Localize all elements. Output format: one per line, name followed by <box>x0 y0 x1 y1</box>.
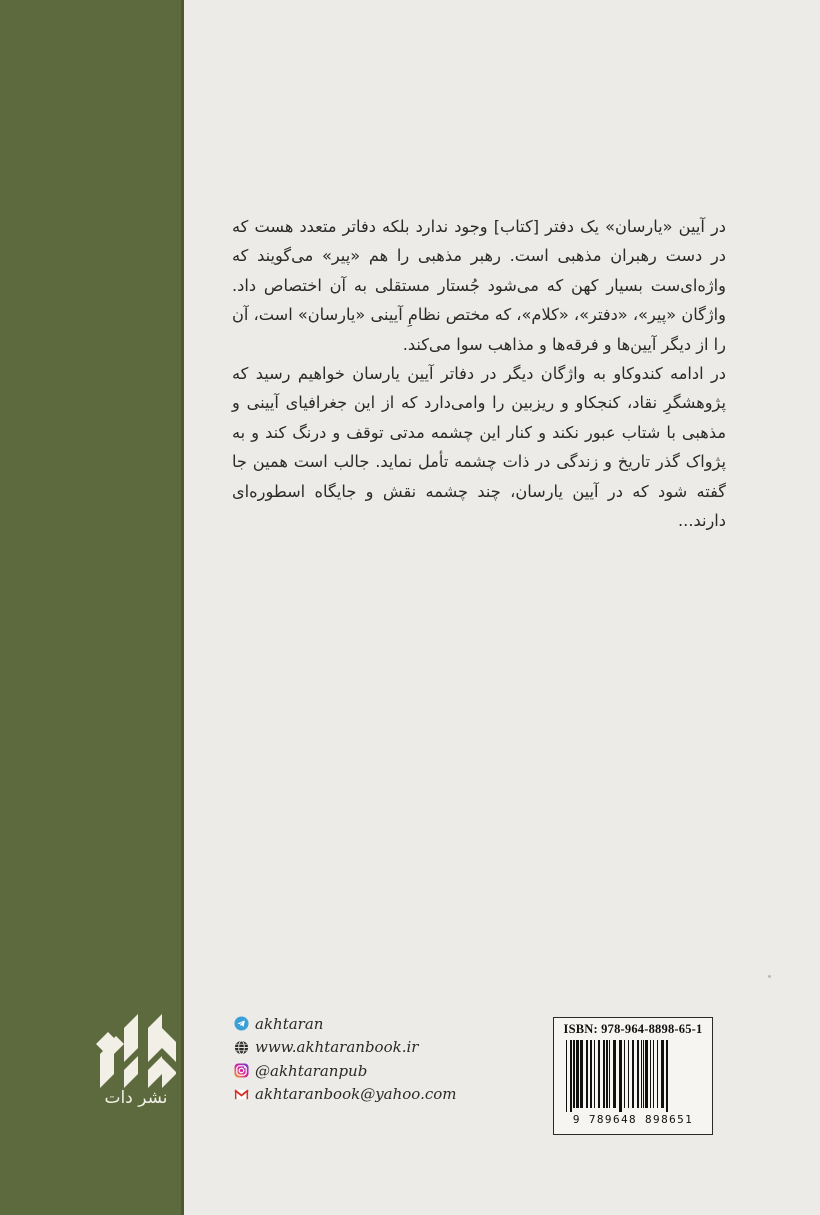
barcode-bar <box>598 1040 600 1108</box>
telegram-icon <box>234 1016 249 1031</box>
contact-email[interactable] <box>234 1083 457 1107</box>
barcode-bar <box>657 1040 658 1108</box>
instagram-handle: @akhtaranpub <box>255 1061 368 1080</box>
contact-website[interactable] <box>234 1036 457 1060</box>
website-url: www.akhtaranbook.ir <box>255 1038 419 1057</box>
barcode-bar <box>576 1040 579 1108</box>
barcode-bar <box>570 1040 572 1112</box>
barcode-bar <box>594 1040 595 1108</box>
barcode-bar <box>613 1040 616 1108</box>
contact-instagram[interactable] <box>234 1059 457 1083</box>
email-address: akhtaranbook@yahoo.com <box>255 1085 457 1104</box>
barcode-bar <box>653 1040 654 1108</box>
barcode-bar <box>606 1040 608 1108</box>
barcode-bar <box>609 1040 610 1108</box>
barcode-bar <box>566 1040 567 1112</box>
barcode-digits: 9 789648 898651 <box>572 1113 694 1126</box>
isbn-label: ISBN: 978-964-8898-65-1 <box>563 1022 703 1036</box>
barcode-bar <box>624 1040 625 1108</box>
barcode-bar <box>645 1040 648 1108</box>
barcode-bar <box>628 1040 629 1108</box>
globe-icon <box>234 1040 249 1055</box>
barcode-bar <box>573 1040 575 1108</box>
contact-telegram[interactable] <box>234 1012 457 1036</box>
publisher-name: نشر دات <box>104 1088 168 1108</box>
telegram-handle: akhtaran <box>255 1014 324 1033</box>
blurb-paragraph-1: در آیین «یارسان» یک دفتر [کتاب] وجود ندارد بلکه دفاتر متعدد هست که در دست رهبران مذهبی است. رهبر مذهبی را هم «پیر» می‌گویند که واژه‌ای‌ست بسیار کهن که می‌شود جُستار مستقلی به آن اختصاص داد. واژگان «پیر»، «دفتر»، «کلام»، که مختص نظامِ آیینی «یارسان» است، آن را از دیگر آیین‌ها و فرقه‌ها و مذاهب سوا می‌کند. <box>232 217 726 354</box>
gmail-icon <box>234 1087 249 1102</box>
blurb-paragraph-2: در ادامه کندوکاو به واژگان دیگر در دفاتر آیین یارسان خواهیم رسید که پژوهشگرِ نقاد، کنجکاو و ریزبین را وامی‌دارد که از این جغرافیای آیینی و مذهبی با شتاب عبور نکند و کنار این چشمه مدتی توقف و درنگ کند و به پژواک گذر تاریخ و زندگی در ذات چشمه تأمل نماید. جالب است همین جا گفته شود که در آیین یارسان، چند چشمه نقش و جایگاه اسطوره‌ای دارند... <box>232 364 726 531</box>
paper-speck <box>768 975 771 978</box>
barcode-bar <box>666 1040 668 1112</box>
barcode-bar <box>637 1040 639 1108</box>
contact-list <box>234 1012 457 1106</box>
isbn-barcode-box <box>553 1017 713 1135</box>
barcode-bar <box>603 1040 605 1108</box>
barcode-bar <box>619 1040 622 1112</box>
barcode-bar <box>661 1040 664 1108</box>
barcode-bar <box>580 1040 583 1108</box>
instagram-icon <box>234 1063 249 1078</box>
barcode-bar <box>632 1040 634 1108</box>
barcode-bars <box>564 1040 702 1112</box>
publisher-logo-icon <box>94 1014 178 1088</box>
barcode-bar <box>590 1040 592 1108</box>
barcode-bar <box>643 1040 644 1108</box>
green-spine-band <box>0 0 184 1215</box>
blurb-text <box>232 212 726 535</box>
barcode-bar <box>586 1040 588 1108</box>
barcode-bar <box>650 1040 651 1108</box>
barcode-bar <box>641 1040 642 1108</box>
